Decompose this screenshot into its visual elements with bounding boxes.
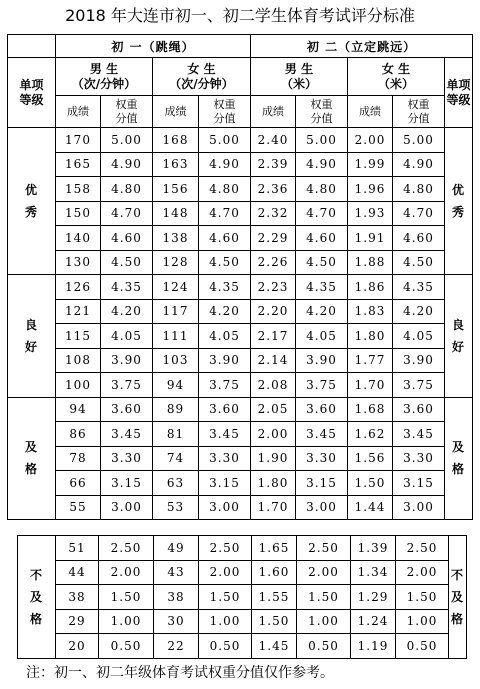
weight-cell: 1.50	[199, 585, 252, 610]
score-cell: 81	[153, 422, 199, 447]
score-cell: 1.65	[252, 536, 297, 561]
score-cell: 43	[154, 560, 199, 585]
grade-level-right: 不 及 格	[449, 536, 467, 659]
score-cell: 163	[153, 152, 199, 177]
weight-cell: 4.60	[393, 226, 445, 251]
weight-cell: 2.50	[396, 536, 449, 561]
score-cell: 2.39	[251, 152, 296, 177]
score-cell: 1.70	[251, 495, 296, 520]
weight-cell: 3.30	[101, 446, 153, 471]
score-cell: 2.05	[251, 397, 296, 422]
score-cell: 2.40	[251, 128, 296, 153]
weight-cell: 4.35	[393, 275, 445, 300]
score-cell: 158	[56, 177, 101, 202]
weight-cell: 3.90	[393, 348, 445, 373]
table-row	[8, 275, 473, 300]
score-cell: 126	[56, 275, 101, 300]
table-row	[8, 152, 473, 177]
grade-level-left: 良 好	[8, 275, 56, 398]
weight-cell: 3.45	[199, 422, 251, 447]
weight-cell: 2.00	[396, 560, 449, 585]
weight-cell: 2.00	[99, 560, 154, 585]
weight-cell: 4.70	[296, 201, 348, 226]
score-cell: 38	[154, 585, 199, 610]
table-row	[8, 250, 473, 275]
weight-cell: 4.05	[296, 324, 348, 349]
grade1-event-header: 初 一（跳绳）	[56, 35, 251, 58]
score-cell: 2.00	[251, 422, 296, 447]
weight-cell: 0.50	[99, 634, 154, 659]
grade2-event-header: 初 二（立定跳远）	[251, 35, 473, 58]
weight-cell: 3.60	[393, 397, 445, 422]
score-cell: 66	[56, 471, 101, 496]
score-cell: 1.44	[348, 495, 393, 520]
weight-cell: 4.80	[199, 177, 251, 202]
weight-cell: 4.35	[101, 275, 153, 300]
table-row	[8, 324, 473, 349]
weight-cell: 4.60	[101, 226, 153, 251]
footnote: 注：初一、初二年级体育考试权重分值仅作参考。	[26, 665, 334, 681]
table-row	[8, 397, 473, 422]
score-cell: 1.60	[252, 560, 297, 585]
weight-cell: 4.50	[393, 250, 445, 275]
score-cell: 1.99	[348, 152, 393, 177]
weight-cell: 4.60	[296, 226, 348, 251]
score-cell: 2.00	[348, 128, 393, 153]
page-title: 2018 年大连市初一、初二学生体育考试评分标准	[65, 6, 415, 25]
score-cell: 103	[153, 348, 199, 373]
table-row	[8, 373, 473, 398]
table-row	[8, 226, 473, 251]
table-row	[18, 585, 467, 610]
weight-cell: 3.30	[393, 446, 445, 471]
weight-cell: 3.60	[199, 397, 251, 422]
girls-rope-header: 女 生 （次/分钟）	[153, 58, 251, 96]
score-cell: 20	[56, 634, 99, 659]
weight-cell: 0.50	[297, 634, 351, 659]
score-cell: 89	[153, 397, 199, 422]
score-cell: 1.96	[348, 177, 393, 202]
weight-cell: 5.00	[199, 128, 251, 153]
weight-cell: 1.00	[99, 609, 154, 634]
score-cell: 49	[154, 536, 199, 561]
score-cell: 124	[153, 275, 199, 300]
score-cell: 100	[56, 373, 101, 398]
score-cell: 86	[56, 422, 101, 447]
score-cell: 117	[153, 299, 199, 324]
weight-cell: 1.00	[297, 609, 351, 634]
score-cell: 1.86	[348, 275, 393, 300]
score-subheader: 成绩	[153, 96, 199, 128]
score-cell: 2.26	[251, 250, 296, 275]
score-cell: 1.80	[251, 471, 296, 496]
weight-cell: 3.45	[101, 422, 153, 447]
score-cell: 78	[56, 446, 101, 471]
table-row	[18, 634, 467, 659]
weight-cell: 1.50	[297, 585, 351, 610]
score-cell: 2.29	[251, 226, 296, 251]
score-cell: 29	[56, 609, 99, 634]
weight-cell: 1.00	[396, 609, 449, 634]
score-cell: 2.17	[251, 324, 296, 349]
weight-cell: 2.00	[297, 560, 351, 585]
score-cell: 55	[56, 495, 101, 520]
weight-cell: 5.00	[393, 128, 445, 153]
grade-level-right: 良 好	[445, 275, 473, 398]
score-cell: 1.77	[348, 348, 393, 373]
score-cell: 165	[56, 152, 101, 177]
score-cell: 2.20	[251, 299, 296, 324]
weight-cell: 0.50	[396, 634, 449, 659]
score-cell: 1.56	[348, 446, 393, 471]
score-cell: 2.23	[251, 275, 296, 300]
weight-cell: 4.60	[199, 226, 251, 251]
weight-cell: 4.20	[199, 299, 251, 324]
score-cell: 150	[56, 201, 101, 226]
weight-cell: 3.00	[199, 495, 251, 520]
score-cell: 1.68	[348, 397, 393, 422]
weight-cell: 3.00	[101, 495, 153, 520]
weight-cell: 3.75	[296, 373, 348, 398]
weight-cell: 4.20	[296, 299, 348, 324]
weight-cell: 4.80	[393, 177, 445, 202]
weight-cell: 4.50	[199, 250, 251, 275]
weight-cell: 4.90	[393, 152, 445, 177]
weight-cell: 2.50	[297, 536, 351, 561]
weight-cell: 4.80	[296, 177, 348, 202]
weight-cell: 3.00	[393, 495, 445, 520]
weight-cell: 1.50	[396, 585, 449, 610]
table-row	[18, 560, 467, 585]
score-cell: 1.88	[348, 250, 393, 275]
table-row	[18, 609, 467, 634]
weight-cell: 4.20	[393, 299, 445, 324]
score-cell: 111	[153, 324, 199, 349]
score-cell: 1.55	[252, 585, 297, 610]
score-cell: 94	[56, 397, 101, 422]
weight-subheader: 权重 分值	[199, 96, 251, 128]
weight-cell: 4.70	[393, 201, 445, 226]
weight-cell: 2.50	[99, 536, 154, 561]
score-cell: 130	[56, 250, 101, 275]
weight-cell: 3.75	[199, 373, 251, 398]
score-cell: 1.50	[348, 471, 393, 496]
weight-cell: 4.05	[101, 324, 153, 349]
score-cell: 2.14	[251, 348, 296, 373]
grade-level-right: 及 格	[445, 397, 473, 520]
score-cell: 63	[153, 471, 199, 496]
weight-cell: 1.00	[199, 609, 252, 634]
weight-cell: 4.50	[101, 250, 153, 275]
score-cell: 1.29	[351, 585, 396, 610]
weight-cell: 3.75	[393, 373, 445, 398]
weight-cell: 1.50	[99, 585, 154, 610]
score-cell: 140	[56, 226, 101, 251]
weight-cell: 3.15	[199, 471, 251, 496]
fail-table	[17, 535, 467, 659]
score-cell: 51	[56, 536, 99, 561]
score-cell: 170	[56, 128, 101, 153]
weight-cell: 4.80	[101, 177, 153, 202]
level-col-header-left: 单项 等级	[8, 58, 56, 128]
weight-cell: 4.05	[393, 324, 445, 349]
table-row	[8, 348, 473, 373]
weight-cell: 3.60	[101, 397, 153, 422]
weight-cell: 3.45	[393, 422, 445, 447]
score-cell: 22	[154, 634, 199, 659]
weight-cell: 5.00	[296, 128, 348, 153]
grade-level-left: 及 格	[8, 397, 56, 520]
weight-cell: 3.75	[101, 373, 153, 398]
weight-cell: 4.35	[199, 275, 251, 300]
table-row	[8, 299, 473, 324]
weight-cell: 4.70	[101, 201, 153, 226]
weight-cell: 4.05	[199, 324, 251, 349]
score-cell: 156	[153, 177, 199, 202]
weight-cell: 3.45	[296, 422, 348, 447]
score-cell: 1.39	[351, 536, 396, 561]
table-row	[8, 495, 473, 520]
score-cell: 1.62	[348, 422, 393, 447]
score-cell: 1.50	[252, 609, 297, 634]
score-cell: 1.24	[351, 609, 396, 634]
weight-cell: 3.90	[199, 348, 251, 373]
score-cell: 1.45	[252, 634, 297, 659]
grade-level-right: 优 秀	[445, 128, 473, 275]
level-col-header-right: 单项 等级	[445, 58, 473, 128]
table-row	[8, 201, 473, 226]
score-cell: 115	[56, 324, 101, 349]
table-row	[8, 471, 473, 496]
weight-cell: 4.70	[199, 201, 251, 226]
weight-cell: 3.15	[296, 471, 348, 496]
boys-rope-header: 男 生 （次/分钟）	[56, 58, 153, 96]
score-cell: 1.19	[351, 634, 396, 659]
weight-cell: 3.00	[296, 495, 348, 520]
score-cell: 74	[153, 446, 199, 471]
score-subheader: 成绩	[251, 96, 296, 128]
weight-cell: 2.50	[199, 536, 252, 561]
score-cell: 121	[56, 299, 101, 324]
weight-cell: 4.20	[101, 299, 153, 324]
weight-subheader: 权重 分值	[296, 96, 348, 128]
score-cell: 30	[154, 609, 199, 634]
weight-cell: 3.15	[101, 471, 153, 496]
weight-cell: 3.30	[296, 446, 348, 471]
score-cell: 1.93	[348, 201, 393, 226]
grade-level-left: 不 及 格	[18, 536, 56, 659]
score-cell: 1.83	[348, 299, 393, 324]
score-cell: 1.80	[348, 324, 393, 349]
weight-cell: 0.50	[199, 634, 252, 659]
score-subheader: 成绩	[348, 96, 393, 128]
score-cell: 148	[153, 201, 199, 226]
boys-jump-header: 男 生 （米）	[251, 58, 348, 96]
weight-cell: 4.35	[296, 275, 348, 300]
weight-cell: 4.90	[199, 152, 251, 177]
weight-cell: 2.00	[199, 560, 252, 585]
weight-cell: 4.50	[296, 250, 348, 275]
girls-jump-header: 女 生 （米）	[348, 58, 445, 96]
weight-cell: 3.60	[296, 397, 348, 422]
weight-cell: 4.90	[101, 152, 153, 177]
score-cell: 2.08	[251, 373, 296, 398]
score-cell: 2.32	[251, 201, 296, 226]
score-cell: 1.90	[251, 446, 296, 471]
score-cell: 94	[153, 373, 199, 398]
score-cell: 44	[56, 560, 99, 585]
score-cell: 168	[153, 128, 199, 153]
score-cell: 38	[56, 585, 99, 610]
table-row	[8, 422, 473, 447]
weight-cell: 3.15	[393, 471, 445, 496]
weight-cell: 3.90	[296, 348, 348, 373]
score-cell: 1.34	[351, 560, 396, 585]
score-cell: 108	[56, 348, 101, 373]
score-cell: 138	[153, 226, 199, 251]
weight-cell: 4.90	[296, 152, 348, 177]
weight-cell: 3.90	[101, 348, 153, 373]
grade-level-left: 优 秀	[8, 128, 56, 275]
weight-subheader: 权重 分值	[393, 96, 445, 128]
score-cell: 1.70	[348, 373, 393, 398]
table-row	[8, 177, 473, 202]
score-cell: 1.91	[348, 226, 393, 251]
weight-cell: 5.00	[101, 128, 153, 153]
blank-corner-left	[8, 35, 56, 58]
weight-cell: 3.30	[199, 446, 251, 471]
scoring-table	[7, 34, 473, 520]
table-row	[8, 446, 473, 471]
score-subheader: 成绩	[56, 96, 101, 128]
table-row	[8, 128, 473, 153]
score-cell: 2.36	[251, 177, 296, 202]
score-cell: 128	[153, 250, 199, 275]
weight-subheader: 权重 分值	[101, 96, 153, 128]
score-cell: 53	[153, 495, 199, 520]
table-row	[18, 536, 467, 561]
